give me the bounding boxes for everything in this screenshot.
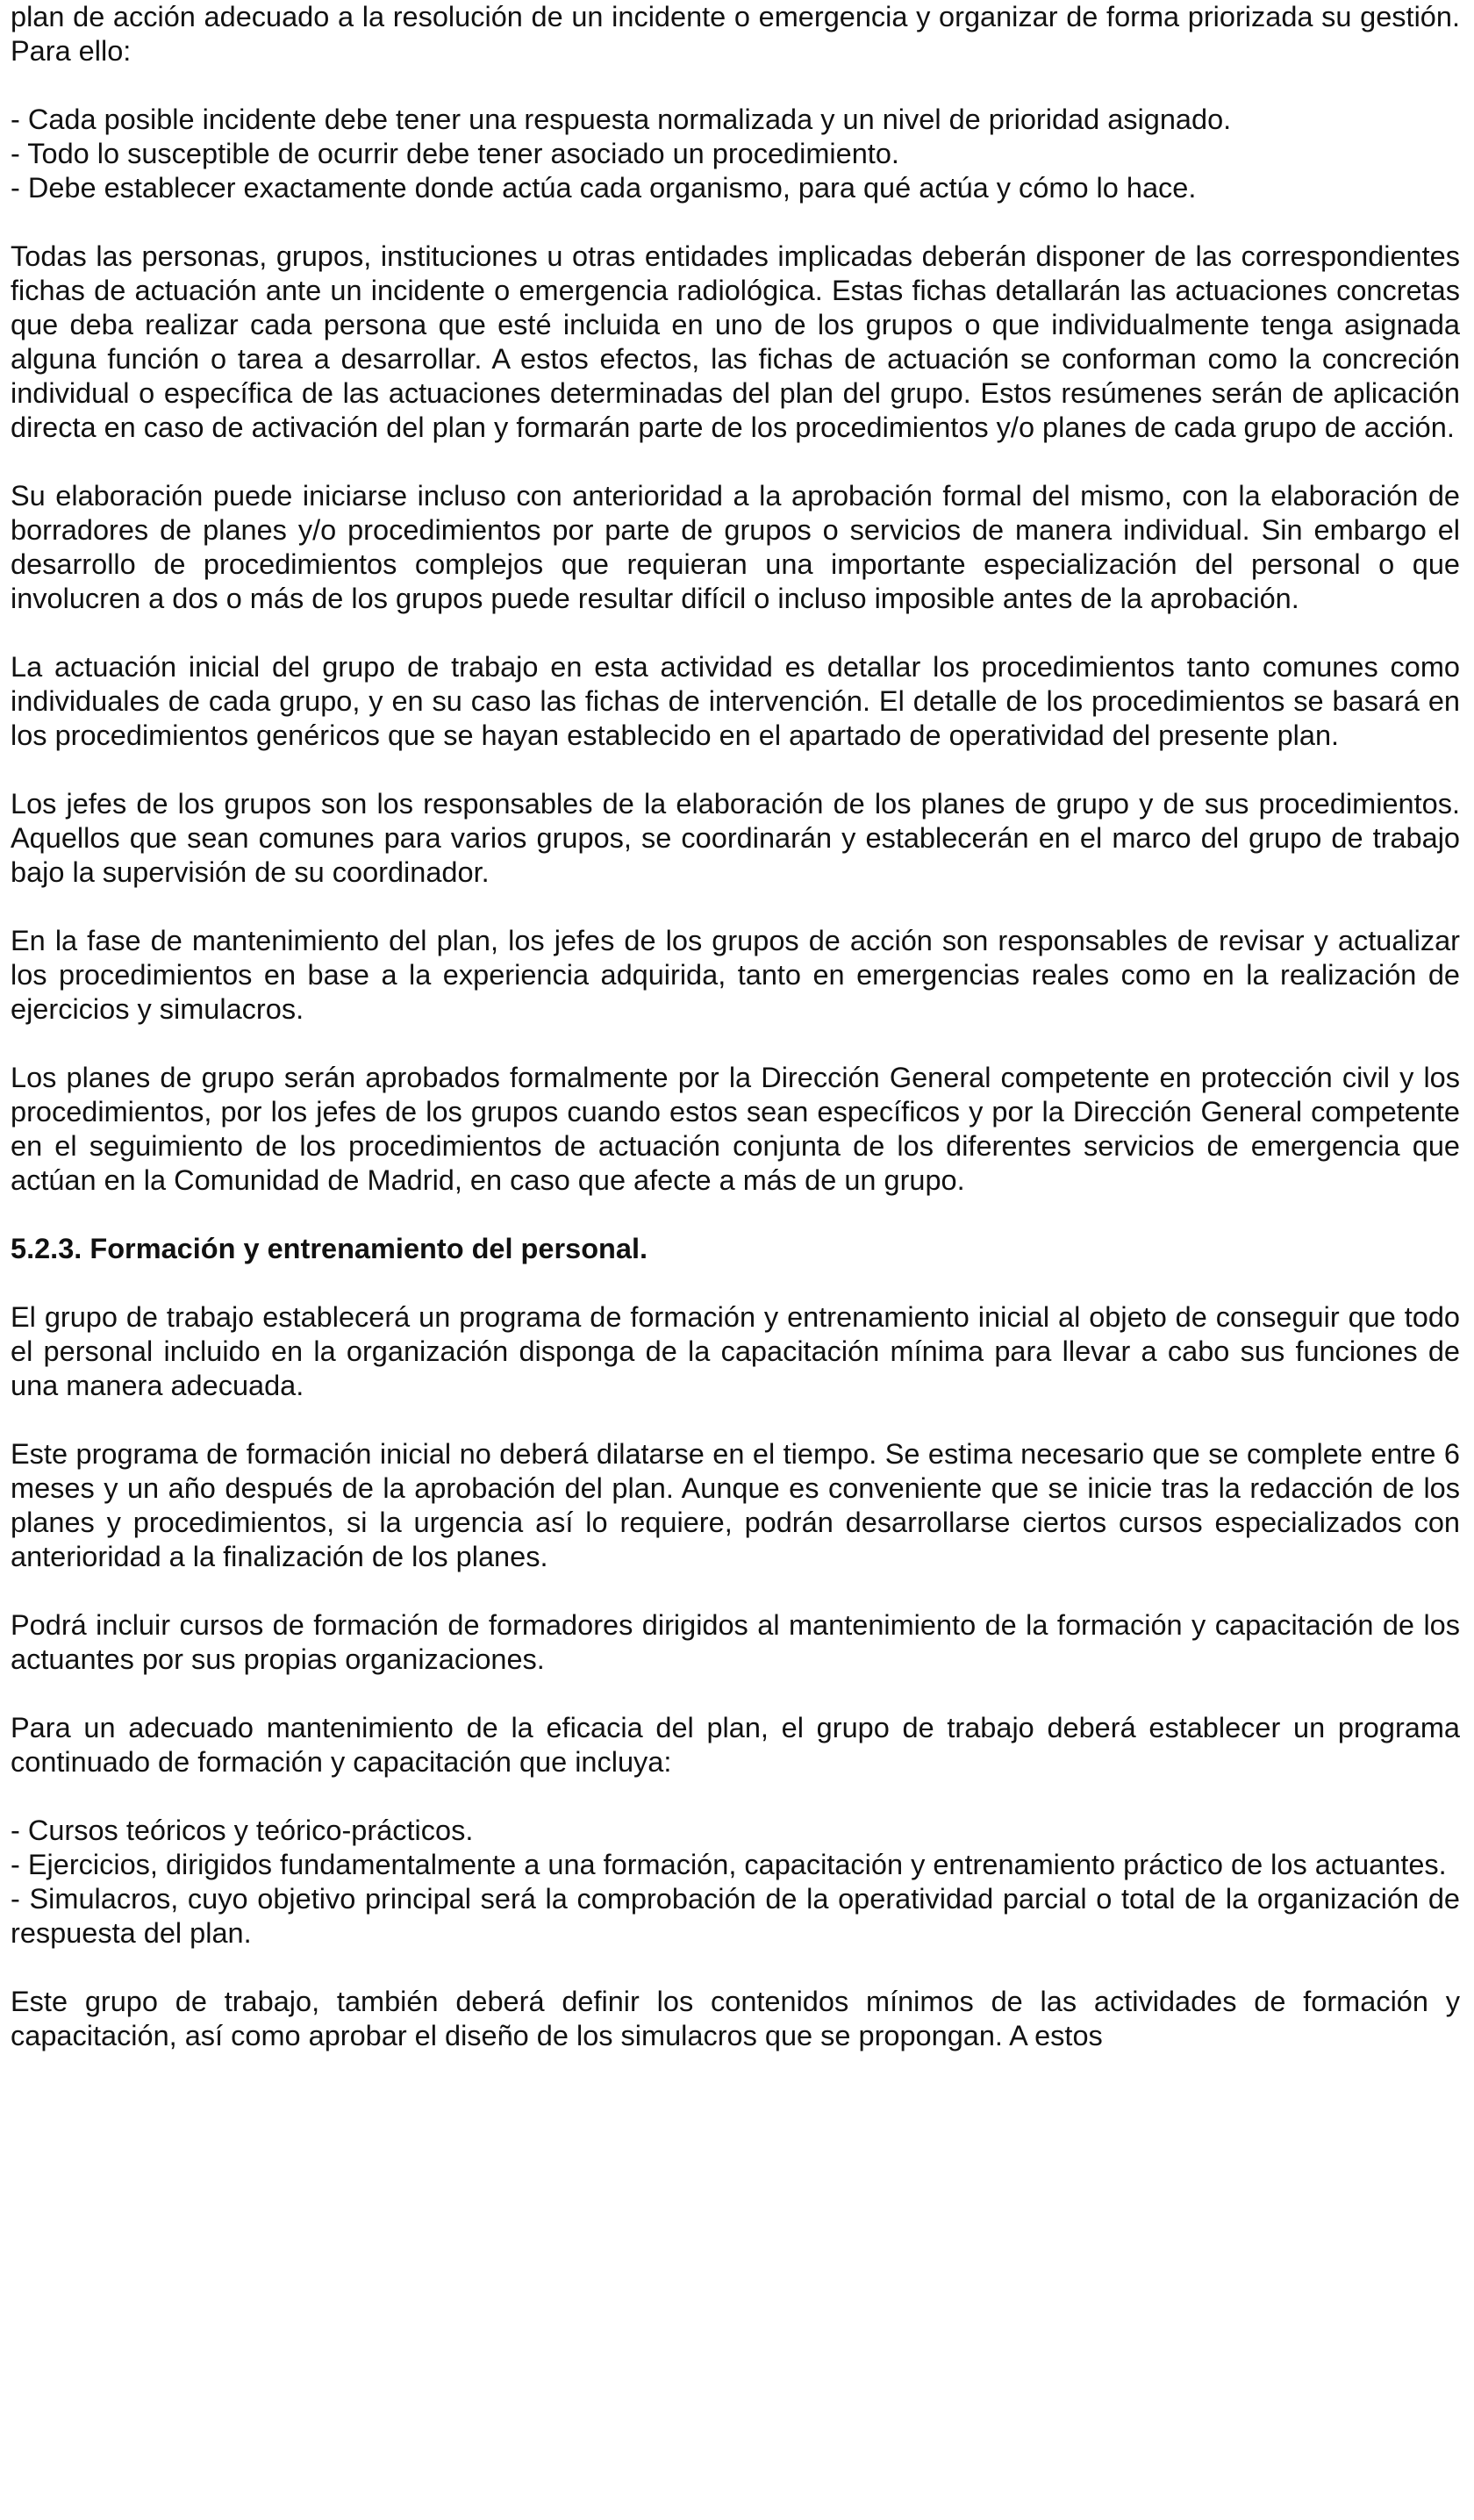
paragraph: Este grupo de trabajo, también deberá definir los contenidos mínimos de las actividades de formación y capacitación, así como aprobar el diseño de los simulacros que se propongan. A estos	[11, 1986, 1460, 2051]
list-item: - Debe establecer exactamente donde actúa cada organismo, para qué actúa y cómo lo hace.	[11, 172, 1197, 204]
paragraph: Podrá incluir cursos de formación de formadores dirigidos al mantenimiento de la formación y capacitación de los actuantes por sus propias organizaciones.	[11, 1609, 1460, 1675]
paragraph: Su elaboración puede iniciarse incluso con anterioridad a la aprobación formal del mismo, con la elaboración de borradores de planes y/o procedimientos por parte de grupos o servicios de manera individual. Sin embargo el desarrollo de procedimientos complejos que requieran una importante especialización del personal o que involucren a dos o más de los grupos puede resultar difícil o incluso imposible antes de la aprobación.	[11, 480, 1460, 614]
paragraph: Los planes de grupo serán aprobados formalmente por la Dirección General competente en protección civil y los procedimientos, por los jefes de los grupos cuando estos sean específicos y por la Dirección General competente en el seguimiento de los procedimientos de actuación conjunta de los diferentes servicios de emergencia que actúan en la Comunidad de Madrid, en caso que afecte a más de un grupo.	[11, 1062, 1460, 1196]
paragraph: En la fase de mantenimiento del plan, los jefes de los grupos de acción son responsables de revisar y actualizar los procedimientos en base a la experiencia adquirida, tanto en emergencias reales como en la realización de ejercicios y simulacros.	[11, 925, 1460, 1025]
paragraph: Este programa de formación inicial no deberá dilatarse en el tiempo. Se estima necesario que se complete entre 6 meses y un año después de la aprobación del plan. Aunque es conveniente que se inicie tras la redacción de los planes y procedimientos, si la urgencia así lo requiere, podrán desarrollarse ciertos cursos especializados con anterioridad a la finalización de los planes.	[11, 1438, 1460, 1572]
list-item: - Todo lo susceptible de ocurrir debe tener asociado un procedimiento.	[11, 138, 899, 169]
paragraph: Los jefes de los grupos son los responsables de la elaboración de los planes de grupo y de sus procedimientos. Aquellos que sean comunes para varios grupos, se coordinarán y establecerán en el marco del grupo de trabajo bajo la supervisión de su coordinador.	[11, 788, 1460, 888]
paragraph: Para un adecuado mantenimiento de la eficacia del plan, el grupo de trabajo deberá establecer un programa continuado de formación y capacitación que incluya:	[11, 1712, 1460, 1778]
paragraph: Todas las personas, grupos, instituciones u otras entidades implicadas deberán disponer de las correspondientes fichas de actuación ante un incidente o emergencia radiológica. Estas fichas detallarán las actuaciones concretas que deba realizar cada persona que esté incluida en uno de los grupos o que individualmente tenga asignada alguna función o tarea a desarrollar. A estos efectos, las fichas de actuación se conforman como la concreción individual o específica de las actuaciones determinadas del plan del grupo. Estos resúmenes serán de aplicación directa en caso de activación del plan y formarán parte de los procedimientos y/o planes de cada grupo de acción.	[11, 240, 1460, 443]
paragraph: plan de acción adecuado a la resolución de un incidente o emergencia y organizar de forma priorizada su gestión. Para ello:	[11, 1, 1460, 67]
list-item: - Cursos teóricos y teórico-prácticos.	[11, 1815, 474, 1846]
paragraph: La actuación inicial del grupo de trabajo en esta actividad es detallar los procedimientos tanto comunes como individuales de cada grupo, y en su caso las fichas de intervención. El detalle de los procedimientos se basará en los procedimientos genéricos que se hayan establecido en el apartado de operatividad del presente plan.	[11, 651, 1460, 751]
bullet-list	[11, 103, 1460, 205]
list-item: - Ejercicios, dirigidos fundamentalmente a una formación, capacitación y entrenamiento práctico de los actuantes.	[11, 1849, 1447, 1880]
section-heading: 5.2.3. Formación y entrenamiento del personal.	[11, 1233, 648, 1264]
paragraph: El grupo de trabajo establecerá un programa de formación y entrenamiento inicial al objeto de conseguir que todo el personal incluido en la organización disponga de la capacitación mínima para llevar a cabo sus funciones de una manera adecuada.	[11, 1301, 1460, 1401]
document-page	[11, 0, 1460, 2087]
bullet-list	[11, 1814, 1460, 1951]
list-item: - Cada posible incidente debe tener una respuesta normalizada y un nivel de prioridad asignado.	[11, 104, 1232, 135]
list-item: - Simulacros, cuyo objetivo principal será la comprobación de la operatividad parcial o total de la organización de respuesta del plan.	[11, 1883, 1460, 1949]
